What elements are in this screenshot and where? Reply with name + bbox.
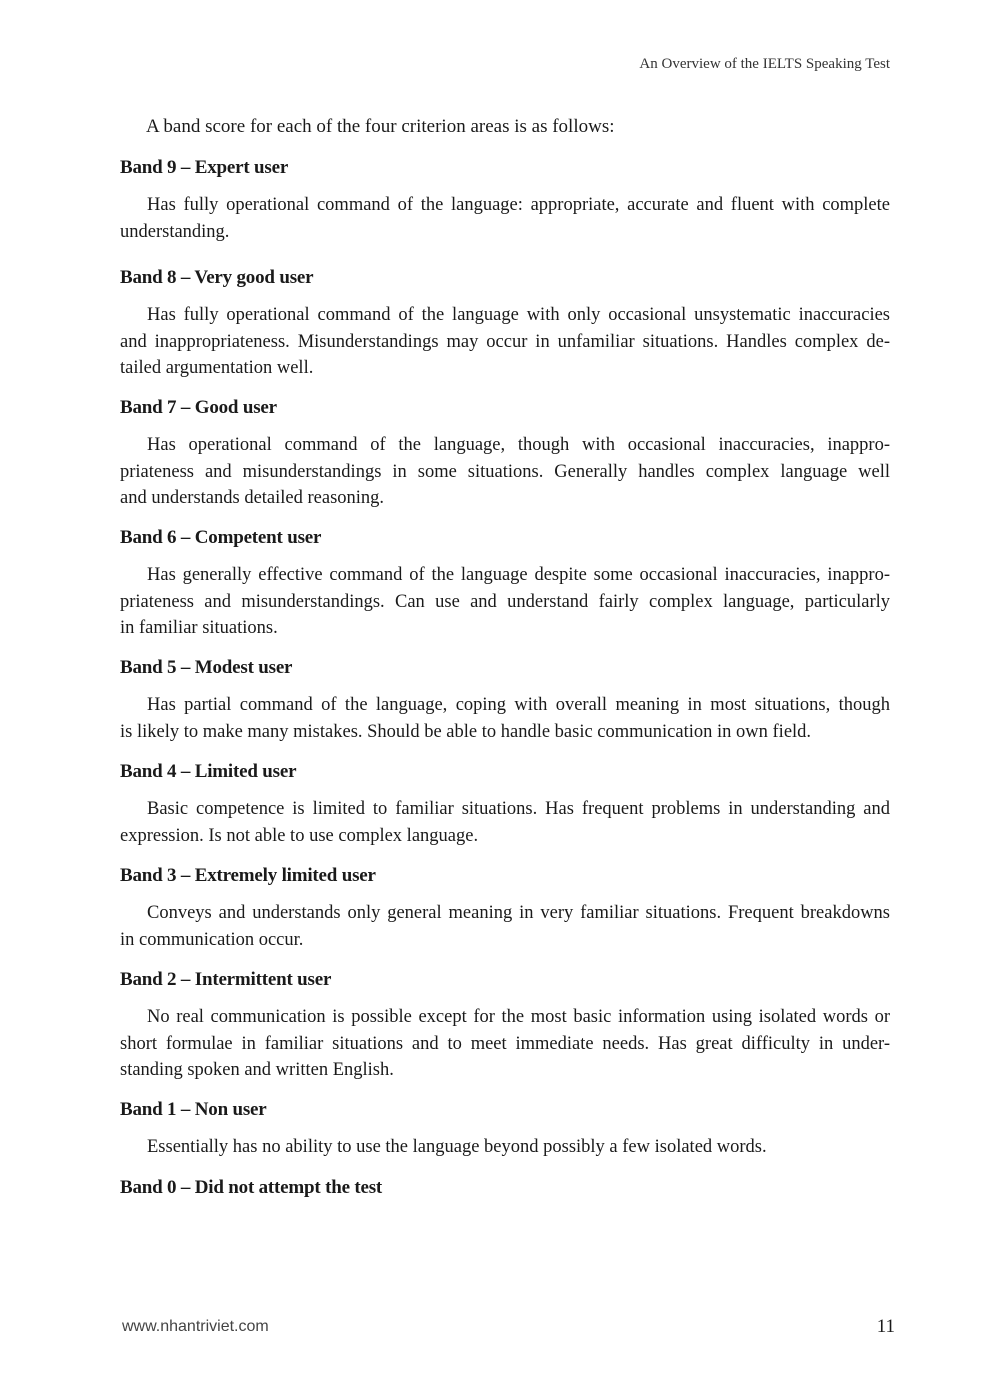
band-description <box>120 692 890 745</box>
band-heading: Band 6 – Competent user <box>120 527 322 548</box>
intro-text: A band score for each of the four criterion areas is as follows: <box>146 116 615 137</box>
description-line: is likely to make many mistakes. Should be able to handle basic communication in own field. <box>120 721 812 742</box>
band-description <box>120 1134 890 1161</box>
band-description <box>120 900 890 953</box>
description-line: Has generally effective command of the language despite some occasional inaccuracies, inappro- <box>147 565 890 585</box>
description-line: Has fully operational command of the language: appropriate, accurate and fluent with complete <box>147 195 890 215</box>
description-line: Conveys and understands only general meaning in very familiar situations. Frequent breakdowns <box>147 903 890 923</box>
description-line: and inappropriateness. Misunderstandings may occur in unfamiliar situations. Handles complex de- <box>120 331 890 352</box>
band-description <box>120 432 890 512</box>
band-description <box>120 562 890 642</box>
description-line: short formulae in familiar situations and to meet immediate needs. Has great difficulty in under- <box>120 1033 890 1054</box>
band-section <box>120 1176 890 1200</box>
band-heading: Band 9 – Expert user <box>120 157 289 178</box>
description-line: No real communication is possible except for the most basic information using isolated words or <box>147 1007 890 1027</box>
description-line: tailed argumentation well. <box>120 358 314 378</box>
band-section <box>120 526 890 642</box>
description-line: Has partial command of the language, coping with overall meaning in most situations, though <box>147 695 890 715</box>
band-heading: Band 7 – Good user <box>120 397 277 418</box>
band-description <box>120 796 890 849</box>
band-heading: Band 5 – Modest user <box>120 657 293 678</box>
band-heading: Band 4 – Limited user <box>120 761 297 782</box>
band-section <box>120 266 890 382</box>
description-line: in communication occur. <box>120 929 304 950</box>
band-section <box>120 156 890 245</box>
band-section <box>120 760 890 849</box>
running-header: An Overview of the IELTS Speaking Test <box>639 56 890 72</box>
description-line: and understands detailed reasoning. <box>120 488 385 508</box>
description-line: priateness and misunderstandings. Can use and understand fairly complex language, particularly <box>120 591 890 612</box>
band-section <box>120 656 890 745</box>
description-line: Has operational command of the language, though with occasional inaccuracies, inappro- <box>147 435 890 455</box>
band-heading: Band 3 – Extremely limited user <box>120 865 376 886</box>
band-description <box>120 1004 890 1084</box>
description-line: Basic competence is limited to familiar situations. Has frequent problems in understanding and <box>147 799 890 819</box>
description-line: standing spoken and written English. <box>120 1060 394 1080</box>
description-line: priateness and misunderstandings in some situations. Generally handles complex language well <box>120 461 890 482</box>
page-number: 11 <box>876 1316 895 1337</box>
band-heading: Band 2 – Intermittent user <box>120 969 332 990</box>
band-section <box>120 864 890 953</box>
description-line: Essentially has no ability to use the language beyond possibly a few isolated words. <box>147 1137 767 1157</box>
band-section <box>120 1098 890 1161</box>
band-heading: Band 1 – Non user <box>120 1099 267 1120</box>
band-heading: Band 8 – Very good user <box>120 267 314 288</box>
band-section <box>120 968 890 1084</box>
description-line: expression. Is not able to use complex language. <box>120 825 479 846</box>
description-line: understanding. <box>120 221 230 242</box>
description-line: Has fully operational command of the language with only occasional unsystematic inaccuracies <box>147 305 890 325</box>
footer-url: www.nhantriviet.com <box>122 1318 269 1335</box>
band-description <box>120 192 890 245</box>
band-heading: Band 0 – Did not attempt the test <box>120 1177 383 1198</box>
band-section <box>120 396 890 512</box>
band-description <box>120 302 890 382</box>
description-line: in familiar situations. <box>120 618 278 638</box>
